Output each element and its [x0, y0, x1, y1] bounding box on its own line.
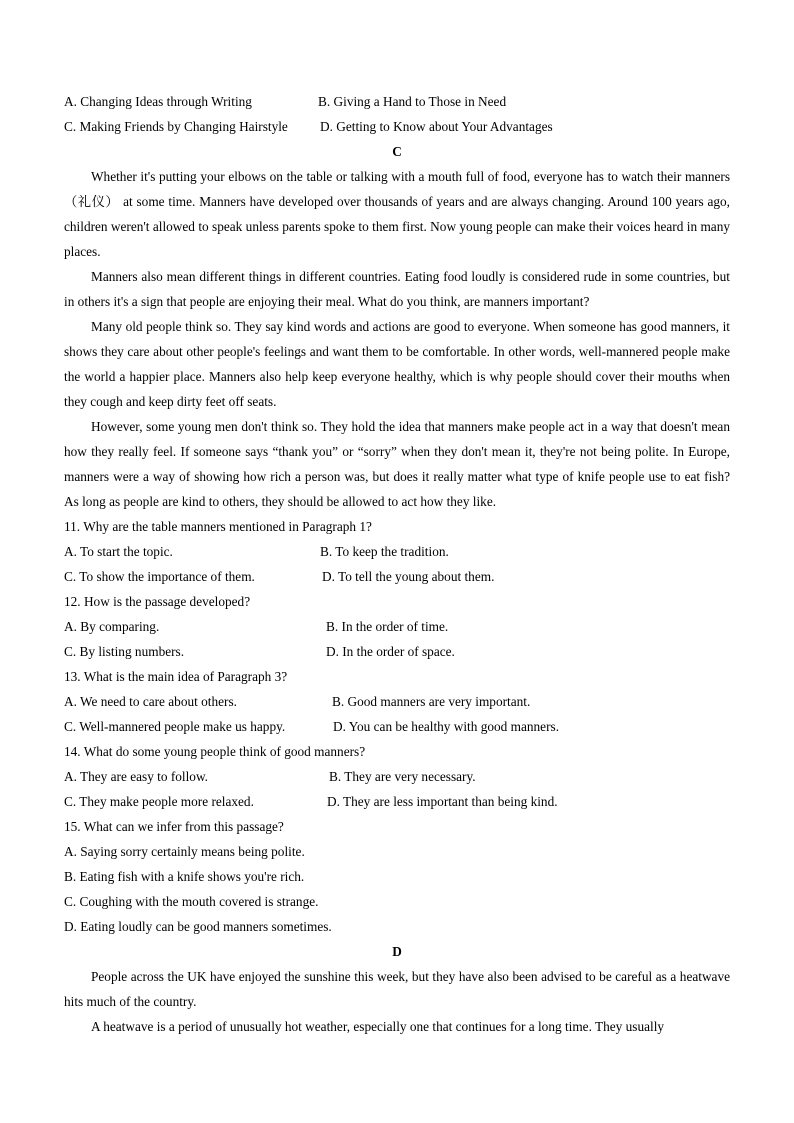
question-13-option-b: B. Good manners are very important.: [332, 694, 531, 709]
question-11-options-row-2: [64, 564, 730, 589]
question-13-option-a: A. We need to care about others.: [64, 694, 237, 709]
option-c: C. Making Friends by Changing Hairstyle: [64, 119, 288, 134]
question-14-options-row-1: [64, 764, 730, 789]
passage-c-paragraph-3: Many old people think so. They say kind words and actions are good to everyone. When someone has good manners, it shows they care about other people's feelings and want them to be comfortable. In other words, well-mannered people make the world a happier place. Manners also help keep everyone healthy, which is why people should cover their mouths when they cough and keep dirty feet off seats.: [64, 319, 730, 409]
question-14-option-c: C. They make people more relaxed.: [64, 794, 254, 809]
question-14-option-a: A. They are easy to follow.: [64, 769, 209, 784]
question-11-option-d: D. To tell the young about them.: [322, 569, 495, 584]
question-14-options-row-2: [64, 789, 730, 814]
option-a: A. Changing Ideas through Writing: [64, 94, 252, 109]
question-14-option-b: B. They are very necessary.: [329, 769, 476, 784]
question-14-stem: 14. What do some young people think of good manners?: [64, 744, 366, 759]
prev-options-row-1: [64, 89, 730, 114]
question-12-option-a: A. By comparing.: [64, 619, 160, 634]
question-12-stem: 12. How is the passage developed?: [64, 594, 251, 609]
section-d-heading: D: [392, 944, 402, 959]
question-13-option-c: C. Well-mannered people make us happy.: [64, 719, 286, 734]
option-b: B. Giving a Hand to Those in Need: [318, 94, 507, 109]
question-15-option-a: A. Saying sorry certainly means being polite.: [64, 844, 305, 859]
passage-c-paragraph-1: Whether it's putting your elbows on the table or talking with a mouth full of food, everyone has to watch their manners（礼仪） at some time. Manners have developed over thousands of years and are always changing. Around 100 years ago, children weren't allowed to speak unless parents spoke to them first. Now young people can make their voices heard in many places.: [64, 169, 730, 259]
section-c-heading: C: [392, 144, 402, 159]
question-11-stem: 11. Why are the table manners mentioned in Paragraph 1?: [64, 519, 372, 534]
question-15-option-b: B. Eating fish with a knife shows you're rich.: [64, 869, 305, 884]
option-d: D. Getting to Know about Your Advantages: [320, 119, 553, 134]
passage-d-paragraph-2: A heatwave is a period of unusually hot weather, especially one that continues for a long time. They usually: [91, 1019, 665, 1034]
question-15-option-d: D. Eating loudly can be good manners sometimes.: [64, 919, 332, 934]
passage-c-paragraph-4: However, some young men don't think so. They hold the idea that manners make people act in a way that doesn't mean how they really feel. If someone says “thank you” or “sorry” when they don't mean it, they're not being polite. In Europe, manners were a way of showing how rich a person was, but does it really matter what type of knife people use to eat fish? As long as people are kind to others, they should be allowed to act how they like.: [64, 419, 730, 509]
question-13-option-d: D. You can be healthy with good manners.: [333, 719, 560, 734]
exam-page: [64, 89, 730, 1039]
question-11-option-b: B. To keep the tradition.: [320, 544, 449, 559]
passage-c-paragraph-2: Manners also mean different things in different countries. Eating food loudly is considered rude in some countries, but in others it's a sign that people are enjoying their meal. What do you think, are manners important?: [64, 269, 730, 309]
question-14-option-d: D. They are less important than being kind.: [327, 794, 558, 809]
question-12-options-row-1: [64, 614, 730, 639]
question-12-option-b: B. In the order of time.: [326, 619, 449, 634]
question-11-option-a: A. To start the topic.: [64, 544, 173, 559]
question-13-options-row-1: [64, 689, 730, 714]
question-13-options-row-2: [64, 714, 730, 739]
question-12-option-c: C. By listing numbers.: [64, 644, 185, 659]
question-12-option-d: D. In the order of space.: [326, 644, 455, 659]
question-12-options-row-2: [64, 639, 730, 664]
question-15-stem: 15. What can we infer from this passage?: [64, 819, 284, 834]
question-15-option-c: C. Coughing with the mouth covered is strange.: [64, 894, 319, 909]
question-11-option-c: C. To show the importance of them.: [64, 569, 255, 584]
question-13-stem: 13. What is the main idea of Paragraph 3?: [64, 669, 288, 684]
passage-d-paragraph-1: People across the UK have enjoyed the sunshine this week, but they have also been advised to be careful as a heatwave hits much of the country.: [64, 969, 730, 1009]
question-11-options-row-1: [64, 539, 730, 564]
prev-options-row-2: [64, 114, 730, 139]
